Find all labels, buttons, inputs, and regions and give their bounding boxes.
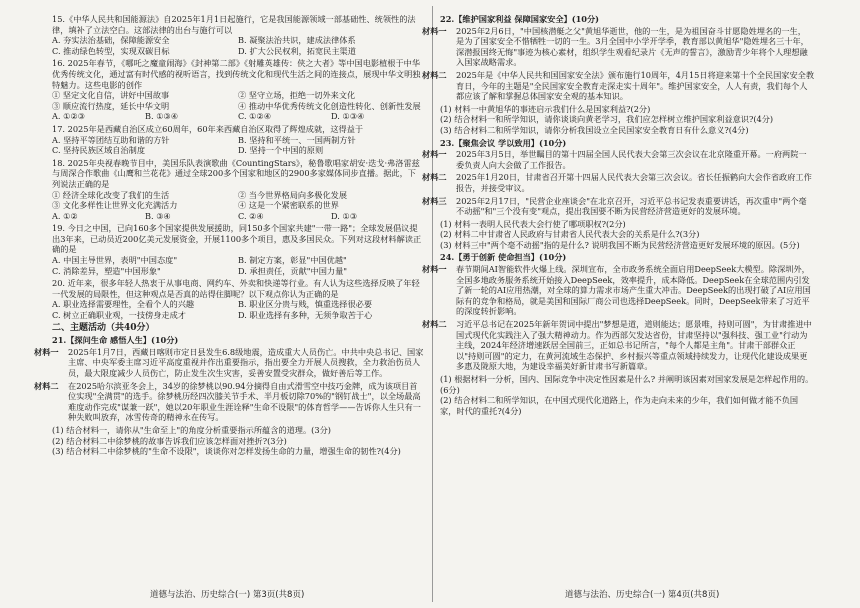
material-text: 2025年是《中华人民共和国国家安全法》颁布施行10周年，4月15日将迎来第十个全民国家安全教育日，今年的主题是"全民国家安全教育走深走实十周年"。维护国家安全，人人有责，我们每个人都应该了解和掌握总体国家安全观的基本知识。: [456, 69, 815, 102]
material-1: [422, 264, 814, 317]
option-d: D. ①③: [331, 210, 358, 221]
question-title: 23.【聚焦会议 学以致用】(10分): [440, 137, 567, 148]
material-text: 在2025哈尔滨亚冬会上，34岁的徐梦桃以90.94分摘得自由式滑雪空中技巧金牌，成为该项目首位实现"全满贯"的选手。徐梦桃历经四次膝关节手术、半月板切除70%的"钢钉战士"，以全场最高难度动作完成"谋兼一跃"，她以20年职业生涯诠释"生命不设限"的体育哲学——告诉你人生只有一种失败叫放弃，冰雪传奇的精神永在传写。: [68, 380, 421, 423]
option-b: B. 职业区分贵与贱，慎重选择很必要: [238, 299, 373, 310]
option-a: A. 中国主导世界，表明"中国态度": [52, 255, 178, 266]
option-b: B. 坚持和平统一、一国两制方针: [238, 134, 356, 145]
question-17: [52, 124, 424, 156]
option-d: D. 坚持一个中国的原则: [238, 145, 324, 156]
question-stem: 18. 2025年央视春晚节目中，美国乐队表演歌曲《CountingStars》，秘鲁歌唱家胡安·迭戈·弗洛雷兹与周深合作歌曲《山鹰和兰花花》通过全球200多个国家和地区的2900多家媒体同步直播。据此，下列说法正确的是: [52, 157, 420, 189]
statement-3: ③ 顺应流行热度，延长中华文明: [52, 100, 170, 111]
material-tag: 材料三: [422, 195, 447, 206]
page-divider: [432, 6, 433, 602]
option-b: B. 制定方案，彰显"中国优越": [238, 255, 347, 266]
sub-question-3: (3) 结合材料二和所学知识，请你分析我国设立全民国家安全教育日有什么意义?(4分): [440, 124, 749, 135]
material-text: 2025年1月20日，甘肃省召开第十四届人民代表大会第三次会议。省长任振鹤向大会作省政府工作报告，并接受审议。: [456, 172, 812, 193]
option-c: C. ①②④: [238, 111, 272, 122]
question-15: [52, 14, 424, 56]
sub-question-2: (2) 结合材料二和所学知识，在中国式现代化道路上，作为走向未来的少年，我们如何做才能不负国家，时代的重托?(4分): [440, 395, 799, 416]
page-footer-left: 道德与法治、历史综合(一) 第3页(共8页): [150, 590, 305, 600]
sub-question-3: (3) 结合材料二中徐梦桃的"生命不设限"，谈谈你对怎样发扬生命的力量，增强生命的韧性?(4分): [52, 446, 401, 457]
material-2: [34, 380, 424, 423]
option-a: A. 夯实法治基础，保障能源安全: [52, 35, 170, 46]
option-c: C. ②④: [238, 210, 264, 221]
material-text: 2025年1月7日，西藏日喀则市定日县发生6.8级地震，造成重大人员伤亡。中共中央总书记、国家主席、中央军委主席习近平高度重视并作出重要指示，指出要全力开展人员搜救，全力救治伤员人员，最大限度减少人员伤亡，防止发生次生灾害，妥善安置受灾群众，做好善后等工作。: [68, 346, 424, 378]
statement-3: ③ 文化多样性让世界文化充满活力: [52, 200, 178, 211]
statement-1: ① 坚定文化自信，讲好中国故事: [52, 90, 170, 101]
sub-question-2: (2) 结合材料二中徐梦桃的故事告诉我们应该怎样面对挫折?(3分): [52, 435, 287, 446]
section-heading: 二、主题活动（共40分）: [52, 322, 155, 333]
sub-question-1: (1) 材料一中黄旭华的事迹启示我们什么是国家利益?(2分): [440, 103, 651, 114]
question-stem: 17. 2025年是西藏自治区成立60周年，60年来西藏自治区取得了辉煌成就，这得益于: [52, 123, 364, 134]
material-text: 春节期间AI智能软件火爆上线。深圳宣布，全市政务系统全面启用DeepSeek大模型。除深圳外，全国多地政务服务系统开始接入DeepSeek，效率提升，成本降低。DeepSeek在全球范围内引发了新一轮的AI应用热潮，对全球的算力需求市场产生重大冲击。DeepSeek的出现打破了AI应用国际有的竞争和格局，就是美国和国际厂商公司也选择DeepSeek。同时，DeepSeek带来了习近平的深度转折影响。: [456, 264, 811, 317]
material-text: 习近平总书记在2025年新年贺词中提出"梦想是道，道则能达；愿景唯，持则可圆"，为甘肃推进中国式现代化实践注入了强大精神动力。作为西部欠发达省份，甘肃坚持以"强科技、强工业"行动为主线，2024年经济增速跃居全国前三，正如总书记所言，"每个人都是主角"。甘肃干部群众正以"持则可圆"的定力，在黄河流域生态保护、乡村振兴等重点领域持续发力，让现代化建设成果更多惠及陇原大地，为建设幸福美好新甘肃书写新篇章。: [456, 319, 812, 372]
statement-2: ② 当今世界格局向多极化发展: [238, 189, 348, 200]
sub-question-1: (1) 材料一表明人民代表大会行使了哪项职权?(2分): [440, 218, 626, 229]
page-footer-right: 道德与法治、历史综合(一) 第4页(共8页): [565, 590, 720, 600]
question-20: [52, 278, 424, 320]
option-d: D. 职业选择有多种，无须争取苦于心: [238, 310, 373, 321]
material-tag: 材料二: [422, 172, 447, 183]
option-d: D. 承担责任，贡献"中国力量": [238, 265, 348, 276]
question-21: [34, 335, 424, 457]
material-tag: 材料二: [422, 69, 447, 80]
material-1: [34, 346, 424, 379]
sub-question-3: (3) 材料三中"两个毫不动摇"指的是什么? 说明我国不断为民营经济营造更好发展环境的原因。(5分): [440, 239, 800, 250]
option-b: B. ①③④: [145, 111, 179, 122]
material-text: 2025年2月17日，"民营企业座谈会"在北京召开，习近平总书记发表重要讲话，再次重申"两个毫不动摇"和"三个没有变"观点，提出我国要不断为民营经济营造更好的发展环境。: [456, 195, 807, 217]
question-stem: 16. 2025年春节，《哪吒之魔童闹海》《封神第二部》《射雕英雄传：侠之大者》等中国电影植根于中华优秀传统文化，通过富有时代感的视听语言，找到传统文化和现代生活之间的连接点，展现中华文明独特魅力。这些电影的创作: [52, 58, 421, 90]
question-title: 22.【维护国家利益 保障国家安全】(10分): [440, 14, 600, 24]
material-tag: 材料一: [34, 346, 59, 357]
question-19: [52, 223, 424, 276]
option-a: A. 坚持平等团结互助和谐的方针: [52, 134, 170, 145]
material-tag: 材料二: [34, 380, 59, 391]
material-tag: 材料一: [422, 25, 447, 36]
sub-question-2: (2) 结合材料一和所学知识，请你谈谈向黄老学习，我们应怎样树立维护国家利益意识?(4分): [440, 114, 774, 125]
statement-4: ④ 这是一个紧密联系的世界: [238, 200, 339, 211]
question-stem: 19. 今日之中国，已向160多个国家提供发展援助，同150多个国家共建"一带一路"；全球发展倡议提出3年来，已动员近200亿美元发展资金，开展1100多个项目，惠及多国民众。下列对这段材料解读正确的是: [52, 223, 422, 255]
material-tag: 材料二: [422, 319, 447, 330]
left-page: [34, 14, 424, 580]
material-text: 2025年3月5日，举世瞩目的第十四届全国人民代表大会第三次会议在北京隆重开幕。一府两院一委负责人向大会做了工作报告。: [456, 149, 807, 170]
question-title: 24.【勇于创新 使命担当】(10分): [440, 252, 567, 263]
statement-1: ① 经济全球化改变了我们的生活: [52, 189, 170, 200]
material-2: [422, 172, 814, 193]
option-b: B. 凝聚法治共识，建成法律体系: [238, 35, 356, 46]
material-3: [422, 195, 814, 217]
option-a: A. 职业选择需要理性，全看个人的兴趣: [52, 299, 195, 310]
material-2: [422, 319, 814, 372]
option-a: A. ①②③: [52, 111, 86, 122]
material-2: [422, 69, 815, 102]
option-c: C. 推动绿色转型，实现双碳目标: [52, 45, 170, 56]
option-d: D. ①③④: [331, 111, 365, 122]
statement-2: ② 坚守立场，拒绝一切外来文化: [238, 90, 356, 101]
question-16: [52, 58, 424, 122]
right-page: [422, 14, 815, 580]
option-a: A. ①②: [52, 210, 78, 221]
material-text: 2025年2月6日，"中国核潜艇之父"黄旭华逝世，他的一生，是为祖国奋斗甘愿隐姓埋名的一生，是为了国家安全不惜牺牲一切的一生。3月全国中小学开学季，教育部以黄旭华"隐姓埋名三十年，深潜报国终无悔"事迹为核心素材，组织学生观看纪录片《无声的誓言》，激励青少年将个人理想融入国家战略需求。: [456, 25, 809, 68]
sub-question-1: (1) 结合材料一，请你从"生命至上"的角度分析重要指示所蕴含的道理。(3分): [52, 424, 331, 435]
sub-question-1: (1) 根据材料一分析，国内、国际竞争中决定性因素是什么? 并阐明该因素对国家发展是怎样起作用的。(6分): [440, 374, 814, 395]
option-c: C. 消除差异，塑造"中国形象": [52, 265, 161, 276]
question-stem: 15.《中华人民共和国能源法》自2025年1月1日起施行，它是我国能源领域一部基础性、统领性的法律，填补了立法空白。这部法律的出台与施行可以: [52, 14, 416, 35]
question-24: [422, 252, 814, 416]
material-1: [422, 149, 814, 170]
material-1: [422, 25, 814, 68]
material-tag: 材料一: [422, 264, 447, 275]
question-stem: 20. 近年来，很多年轻人热衷于从事电商、网约车、外卖和快递等行业。有人认为这些选择反映了年轻一代发展的局限性，但这种观点是否真的站得住脚呢？以下观点你认为正确的是: [52, 278, 420, 299]
option-b: B. ③④: [145, 210, 171, 221]
material-tag: 材料一: [422, 149, 447, 160]
question-title: 21.【探问生命 感悟人生】(10分): [52, 335, 179, 346]
option-d: D. 扩大公民权利，拓宽民主渠道: [238, 45, 356, 56]
sub-question-2: (2) 材料二中甘肃省人民政府与甘肃省人民代表大会的关系是什么?(3分): [440, 229, 700, 240]
question-18: [52, 158, 424, 222]
statement-4: ④ 推动中华优秀传统文化创造性转化、创新性发展: [238, 100, 421, 111]
question-22: [422, 14, 815, 136]
option-c: C. 坚持民族区域自治制度: [52, 145, 146, 156]
option-c: C. 树立正确职业观，一技傍身走成才: [52, 310, 186, 321]
question-23: [422, 137, 814, 251]
